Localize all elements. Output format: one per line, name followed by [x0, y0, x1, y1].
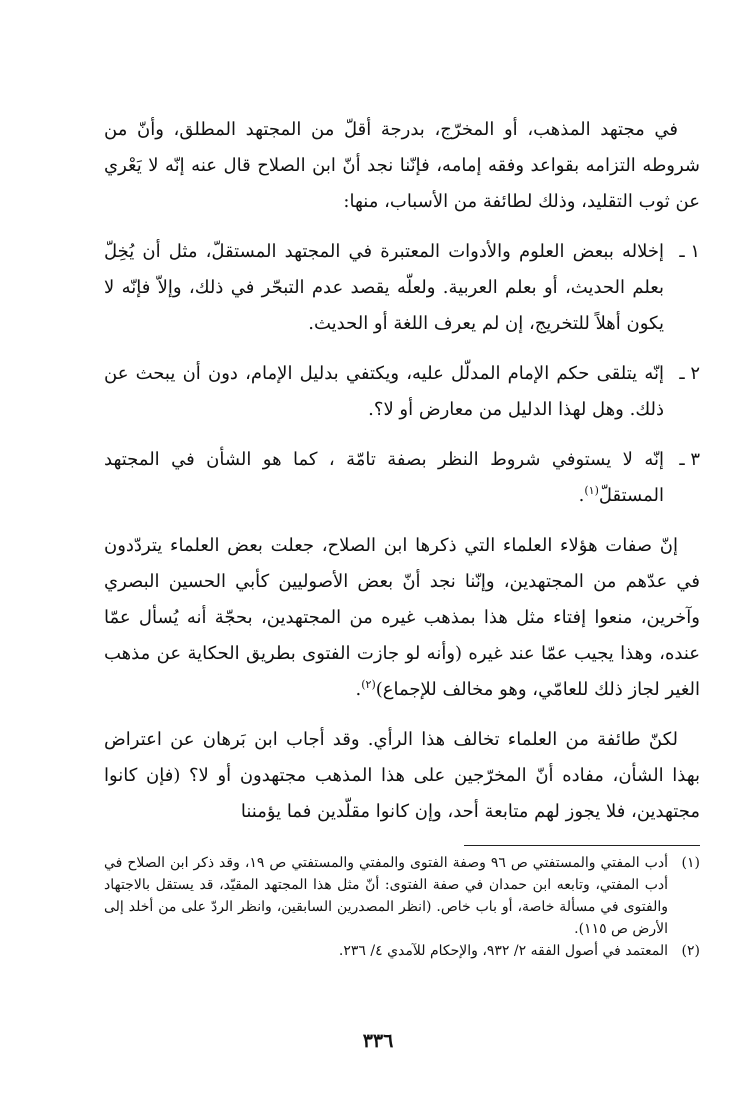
list-item — [104, 356, 700, 428]
list-item-text: إنّه يتلقى حكم الإمام المدلّل عليه، ويكتفي بدليل الإمام، دون أن يبحث عن ذلك. وهل لهذا الدليل من معارض أو لا؟. — [104, 363, 664, 420]
list-item-number: ١ ـ — [679, 241, 700, 262]
footnote-ref: (٢) — [361, 678, 376, 691]
page-number: ٣٣٦ — [362, 1030, 394, 1052]
paragraph-gap — [104, 708, 700, 722]
footnote-text: أدب المفتي والمستفتي ص ٩٦ وصفة الفتوى والمفتي والمستفتي ص ١٩، وقد ذكر ابن الصلاح في أدب المفتي، وتابعه ابن حمدان في صفة الفتوى: أنّ مثل هذا المجتهد المقيّد، قد يستقل بالاجتهاد والفتوى في مسألة خاصة، أو باب خاص. (انظر المصدرين السابقين، وانظر الردّ على من أخلد إلى الأرض ص ١١٥). — [104, 855, 668, 937]
list-item-number: ٣ ـ — [679, 449, 700, 470]
list-item — [104, 442, 700, 514]
footnote-text: المعتمد في أصول الفقه ٢/ ٩٣٢، والإحكام للآمدي ٤/ ٢٣٦. — [338, 943, 668, 959]
list-item-tail: . — [578, 485, 585, 506]
footnote — [104, 940, 700, 962]
footnote-divider — [464, 845, 700, 846]
footnote-ref: (١) — [584, 484, 599, 497]
footnote-number: (٢) — [681, 943, 700, 959]
footnote — [104, 852, 700, 940]
paragraph-two — [104, 528, 700, 708]
paragraph-gap — [104, 428, 700, 442]
list-item-text-container — [104, 442, 664, 514]
list-item — [104, 234, 700, 342]
paragraph-two-tail: . — [355, 679, 362, 700]
paragraph-two-text: إنّ صفات هؤلاء العلماء التي ذكرها ابن الصلاح، جعلت بعض العلماء يتردّدون في عدّهم من المجتهدين، وإنّنا نجد أنّ بعض الأصوليين كأبي الحسين البصري وآخرين، منعوا إفتاء مثل هذا بمذهب غيره من المجتهدين، بحجّة أنه يُسأل عمّا عنده، وهذا يجيب عمّا عند غيره (وأنه لو جازت الفتوى بطريق الحكاية عن مذهب الغير لجاز ذلك للعامّي، وهو مخالف للإجماع) — [104, 535, 700, 700]
list-item-text: إخلاله ببعض العلوم والأدوات المعتبرة في المجتهد المستقلّ، مثل أن يُخِلّ بعلم الحديث، أو بعلم العربية. ولعلّه يقصد عدم التبحّر في ذلك، وإلاّ فإنّه لا يكون أهلاً للتخريج، إن لم يعرف اللغة أو الحديث. — [104, 241, 664, 334]
paragraph-gap — [104, 342, 700, 356]
main-text — [104, 112, 700, 830]
footnotes — [104, 852, 700, 962]
list-item-text: إنّه لا يستوفي شروط النظر بصفة تامّة ، كما هو الشأن في المجتهد المستقلّ — [104, 449, 664, 506]
list-item-number: ٢ ـ — [679, 363, 700, 384]
paragraph-gap — [104, 514, 700, 528]
paragraph-three: لكنّ طائفة من العلماء تخالف هذا الرأي. وقد أجاب ابن بَرهان عن اعتراض بهذا الشأن، مفاده أنّ المخرّجين على هذا المذهب مجتهدون أو لا؟ (فإن كانوا مجتهدين، فلا يجوز لهم متابعة أحد، وإن كانوا مقلّدين فما يؤمننا — [104, 729, 700, 822]
intro-paragraph: في مجتهد المذهب، أو المخرّج، بدرجة أقلّ من المجتهد المطلق، وأنّ من شروطه التزامه بقواعد وفقه إمامه، فإنّنا نجد أنّ ابن الصلاح قال عنه إنّه لا يَعْري عن ثوب التقليد، وذلك لطائفة من الأسباب، منها: — [104, 119, 700, 212]
footnote-number: (١) — [681, 855, 700, 871]
paragraph-gap — [104, 220, 700, 234]
